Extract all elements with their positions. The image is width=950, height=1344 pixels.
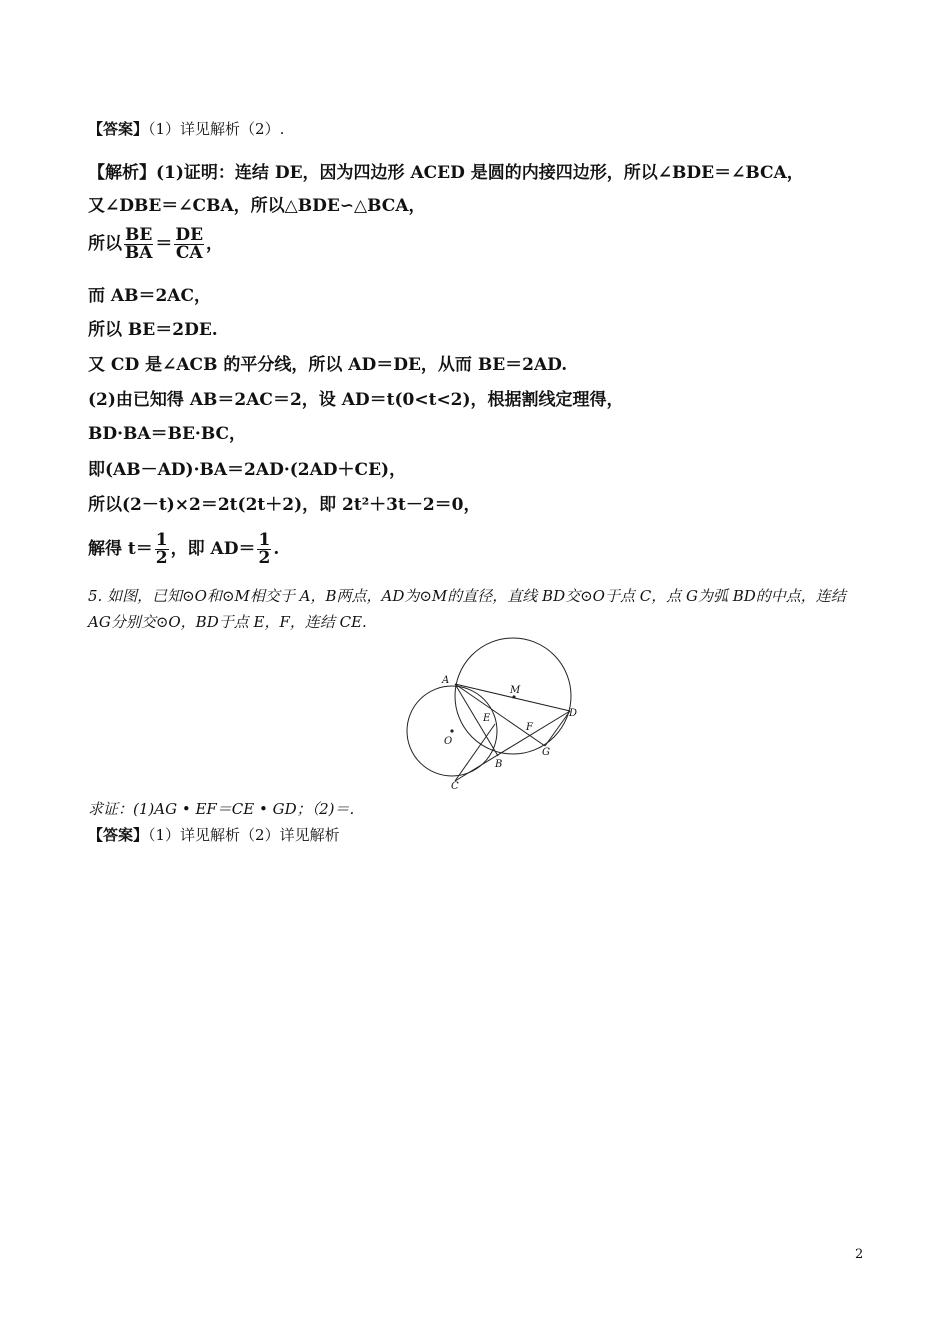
answer-label: 【答案】 (88, 120, 149, 138)
label-o: O (444, 736, 453, 747)
label-e: E (483, 713, 491, 724)
line3-suffix: ， (206, 234, 224, 254)
line3-prefix: 所以 (88, 234, 122, 254)
answer-label: 【答案】 (88, 826, 149, 844)
analysis-label: 【解析】 (88, 163, 156, 183)
segment-gd (545, 711, 570, 746)
label-b: B (495, 759, 503, 770)
analysis-line-11 (88, 532, 279, 567)
question-5-prove: 求证：(1)AG • EF＝CE • GD；（2)＝. (88, 800, 355, 818)
label-f: F (526, 722, 533, 733)
fraction-numerator: DE (175, 225, 204, 245)
label-a: A (442, 675, 450, 686)
analysis-line-10: 所以(2－t)×2＝2t(2t＋2)，即 2t²＋3t－2＝0， (88, 495, 481, 515)
analysis-line-7: (2)由已知得 AB＝2AC＝2，设 AD＝t(0<t<2)，根据割线定理得， (88, 390, 624, 410)
analysis-line-3 (88, 227, 223, 262)
answer-line-1 (88, 118, 284, 139)
answer-text: （1）详见解析（2）. (148, 120, 285, 138)
fraction-equals: ＝ (155, 234, 173, 254)
fraction-numerator: 1 (258, 530, 271, 550)
analysis-line-1 (88, 158, 804, 183)
fraction-denominator: 2 (155, 548, 168, 568)
segment-ce (455, 724, 495, 781)
page-number: 2 (855, 1247, 864, 1262)
analysis-line-4: 而 AB＝2AC， (88, 286, 212, 306)
analysis-line-6: 又 CD 是∠ACB 的平分线，所以 AD＝DE，从而 BE＝2AD. (88, 355, 568, 375)
label-d: D (569, 708, 578, 719)
line11-a: 解得 t＝ (88, 539, 153, 559)
label-m: M (510, 685, 521, 696)
fraction-denominator: CA (175, 243, 203, 263)
fraction-numerator: 1 (155, 530, 168, 550)
segment-cd (455, 711, 570, 781)
line11-b: ，即 AD＝ (170, 539, 256, 559)
question-5-line-2: AG分别交⊙O，BD于点 E，F，连结 CE. (88, 613, 367, 631)
analysis-line-5: 所以 BE＝2DE. (88, 320, 218, 340)
question-5-line-1: 5. 如图，已知⊙O和⊙M相交于 A，B两点，AD为⊙M的直径，直线 BD交⊙O于点 C，点 G为弧 BD的中点，连结 (88, 587, 846, 605)
fraction-one-half (155, 532, 169, 567)
fraction-numerator: BE (125, 225, 153, 245)
answer-text: （1）详见解析（2）详见解析 (148, 826, 340, 844)
line11-c: . (273, 539, 280, 559)
fraction-denominator: BA (124, 243, 153, 263)
segment-ab (455, 684, 498, 756)
analysis-line-2: 又∠DBE＝∠CBA，所以△BDE∽△BCA， (88, 196, 426, 216)
fraction-denominator: 2 (258, 548, 271, 568)
analysis-line-8: BD·BA＝BE·BC， (88, 424, 247, 444)
label-g: G (542, 747, 550, 758)
fraction-de-ca (174, 227, 204, 262)
segment-ag (455, 684, 545, 746)
fraction-one-half (257, 532, 271, 567)
analysis-text-1: (1)证明：连结 DE，因为四边形 ACED 是圆的内接四边形，所以∠BDE＝∠BCA， (156, 163, 804, 183)
geometry-figure (400, 636, 580, 796)
question-5-answer (88, 824, 340, 845)
fraction-be-ba (124, 227, 153, 262)
label-c: C (451, 781, 459, 792)
point-o-dot (450, 729, 453, 732)
analysis-line-9: 即(AB－AD)·BA＝2AD·(2AD＋CE)， (88, 460, 407, 480)
